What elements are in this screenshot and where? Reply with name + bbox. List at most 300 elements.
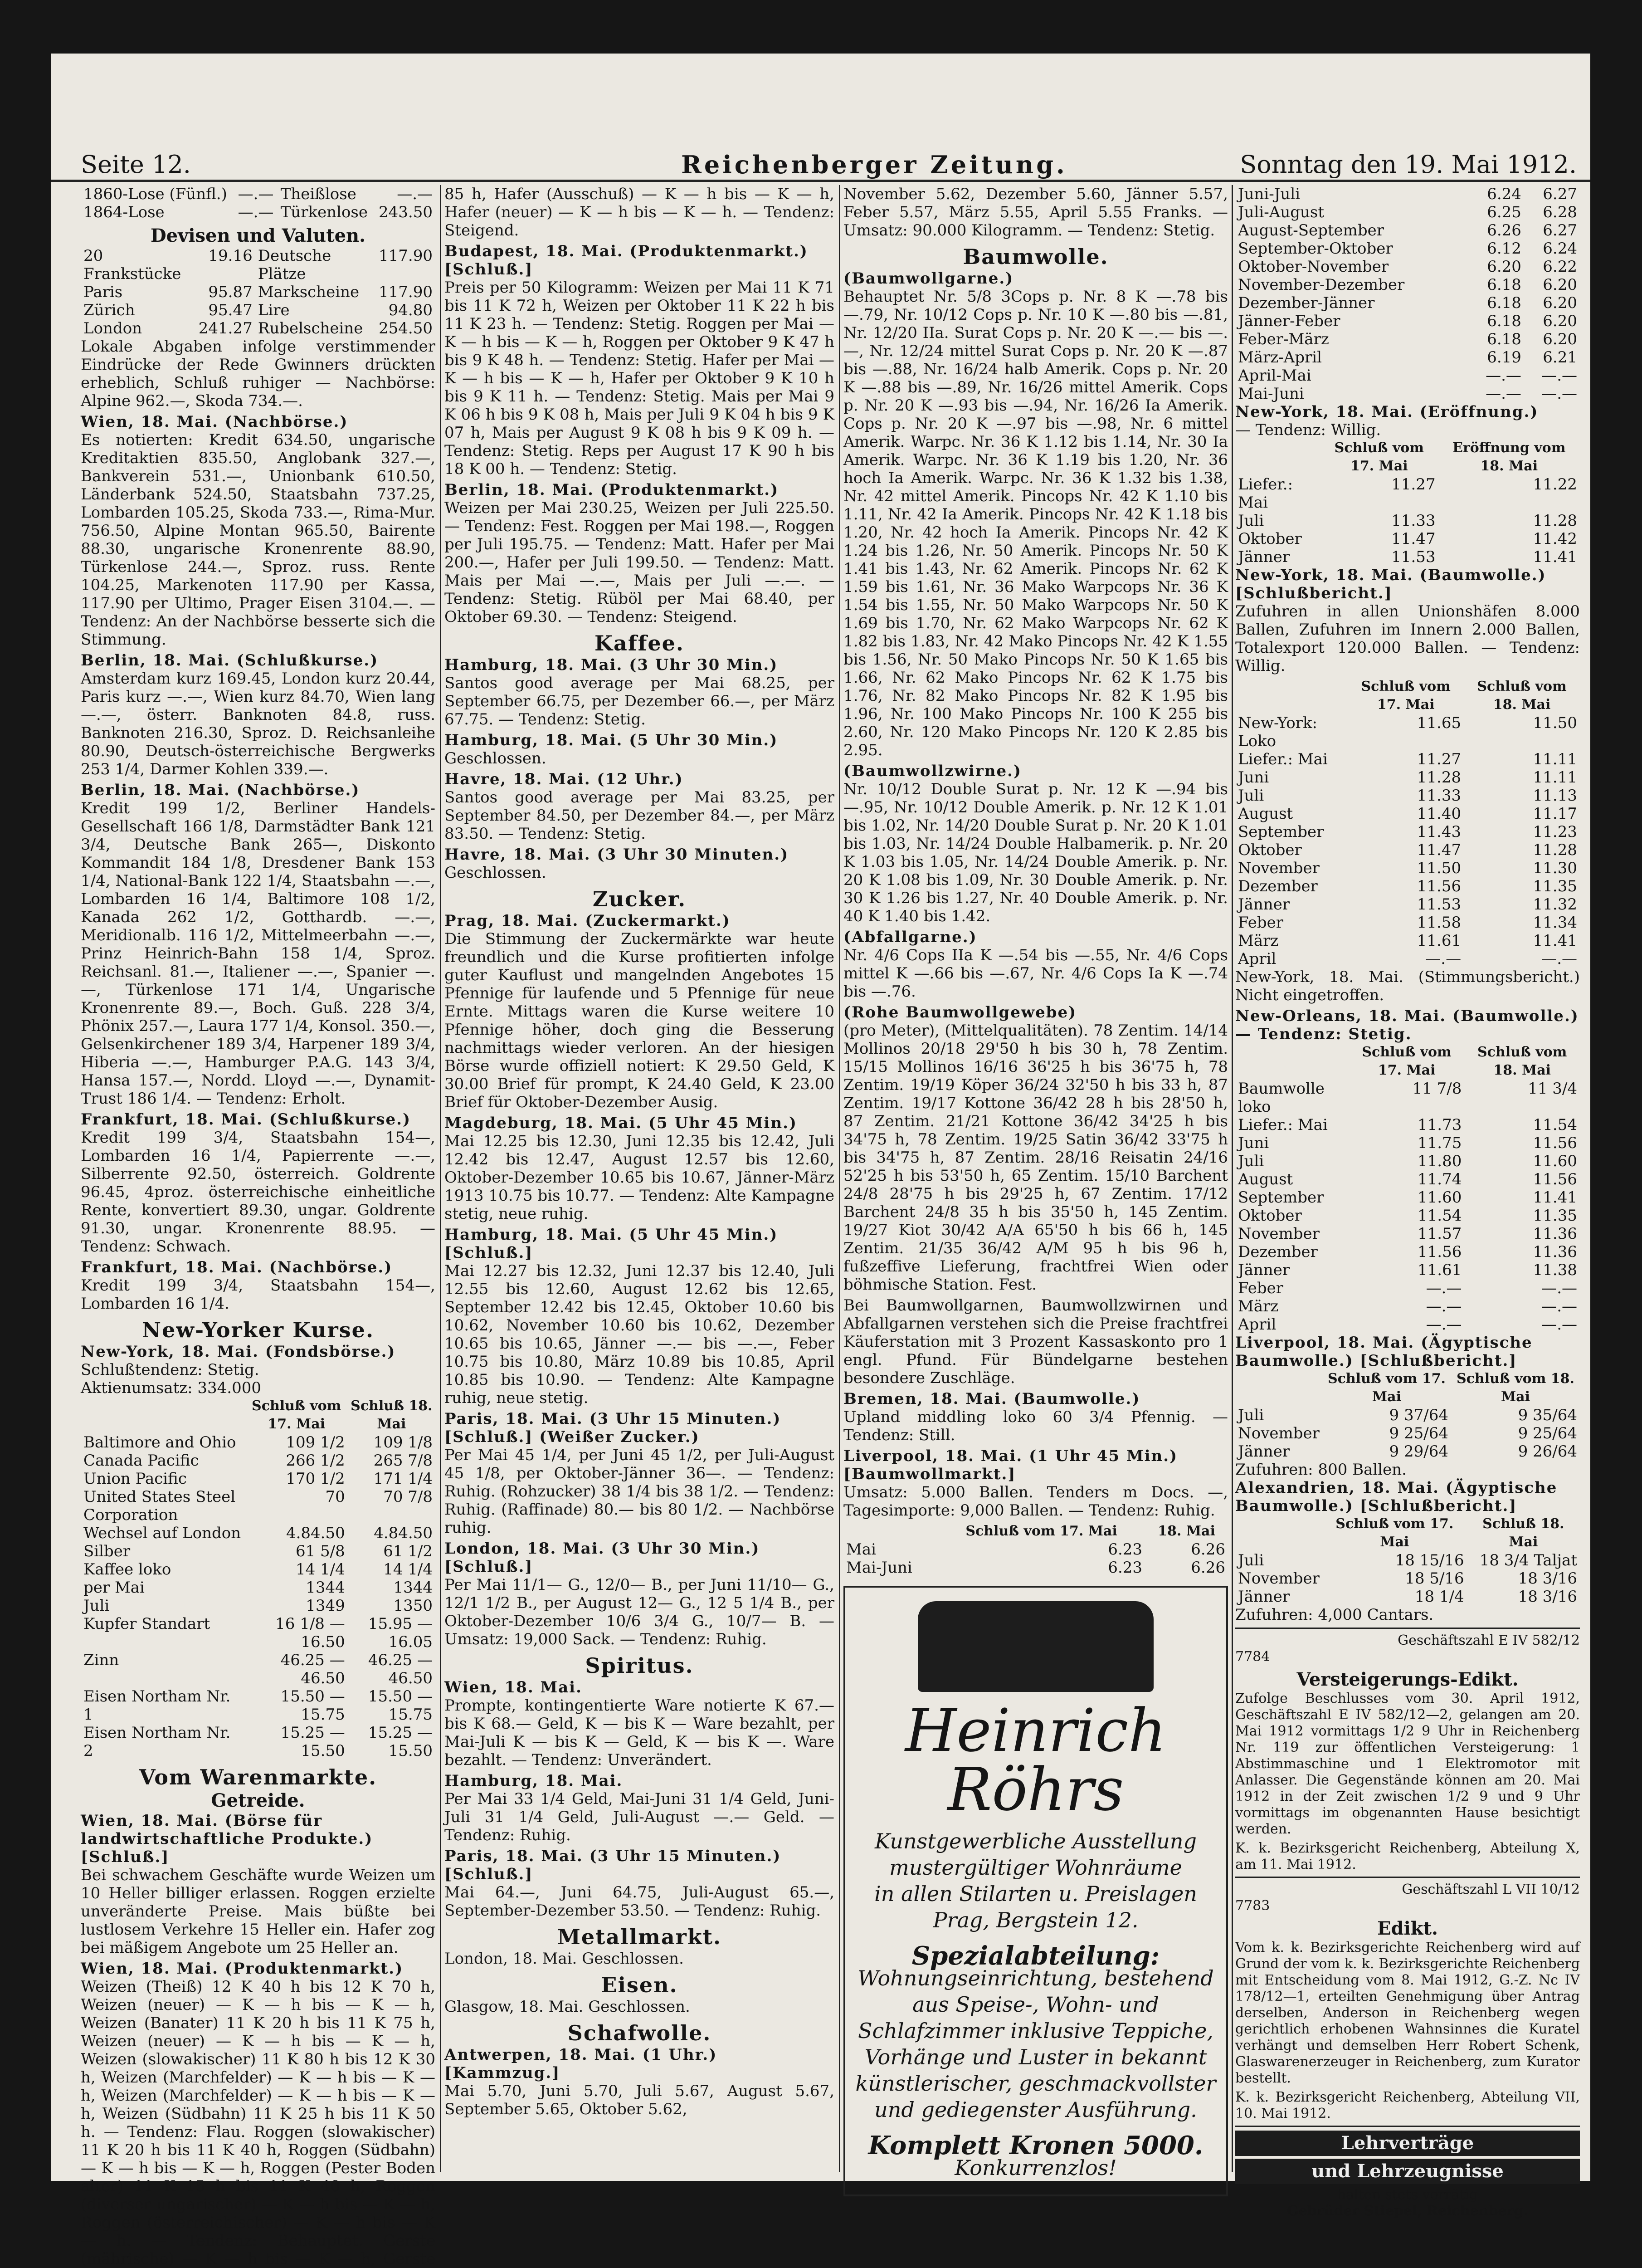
section-title: Metallmarkt. <box>557 1925 722 1949</box>
table-cell: 11.27 <box>1391 475 1436 494</box>
table-cell: 11.11 <box>1533 768 1577 787</box>
table-row <box>1235 1225 1580 1243</box>
table-cell: 11.27 <box>1417 750 1462 768</box>
table-cell: 6.20 <box>1487 258 1521 276</box>
table-row <box>1235 787 1580 805</box>
notice-signature: K. k. Bezirksgericht Reichenberg, Abteilung X, am 11. Mai 1912. <box>1235 1840 1580 1872</box>
table-cell: 6.24 <box>1543 240 1577 258</box>
table-cell: 11.11 <box>1533 750 1577 768</box>
column-4 <box>1235 185 1580 2219</box>
promo-line: halten stets vorrätig <box>1337 2187 1478 2203</box>
table-cell: November-Dezember <box>1238 276 1405 294</box>
table-cell: Eisen Northam Nr. 1 <box>83 1687 231 1724</box>
table-header-row: Schluß vom 17. Mai Schluß vom 18. Mai <box>1361 679 1567 713</box>
report-heading: Wien, 18. Mai. (Produktenmarkt.) <box>81 1960 404 1978</box>
report-heading: Hamburg, 18. Mai. (5 Uhr 30 Min.) <box>444 731 778 749</box>
table-cell: 18 3/16 <box>1518 1588 1577 1606</box>
market-report: Prompte, kontingentierte Ware notierte K 67.— bis K 68.— Geld, K — bis K — Ware bezahlt, per Mai-Juli K — bis K — Geld, K — bis K —. Ware bezahlt. — Tendenz: Unverändert. <box>444 1696 834 1769</box>
table-cell: 11.54 <box>1418 1207 1462 1225</box>
table-cell: 6.18 <box>1487 294 1521 312</box>
table-cell: 11.17 <box>1533 805 1577 823</box>
market-report: Per Mai 33 1/4 Geld, Mai-Juni 31 1/4 Geld, Juni-Juli 31 1/4 Geld, Juli-August —.— Geld. — Tendenz: Ruhig. <box>444 1790 834 1844</box>
table-cell: 11.80 <box>1418 1152 1462 1170</box>
table-cell: Feber <box>1238 914 1283 932</box>
table-cell: November <box>1238 1569 1320 1588</box>
table-cell: 18 3/4 Taljat <box>1479 1551 1577 1569</box>
table-row <box>1235 258 1580 276</box>
table-row <box>1235 877 1580 895</box>
table-row <box>1235 221 1580 240</box>
table-cell: 11.53 <box>1391 548 1436 566</box>
table-cell: 6.20 <box>1543 294 1577 312</box>
table-cell: Dezember-Jänner <box>1238 294 1375 312</box>
table-cell: 11.56 <box>1418 1243 1462 1261</box>
table-cell: 61 5/8 <box>295 1542 345 1560</box>
table-row: 1860-Lose (Fünfl.) —.— Theißlose —.— <box>83 185 433 203</box>
table-cell: September-Oktober <box>1238 240 1393 258</box>
table-cell: Juli <box>1238 1551 1264 1569</box>
table-row <box>81 1687 435 1724</box>
table-cell: 11.22 <box>1533 475 1577 494</box>
page-number: Seite 12. <box>81 150 191 179</box>
table-cell: Juli <box>1238 787 1264 805</box>
ny-closing-table <box>1235 678 1580 968</box>
report-line: Zufuhren: 4,000 Cantars. <box>1235 1606 1434 1624</box>
newspaper-title: Reichenberger Zeitung. <box>681 150 1067 179</box>
report-heading: Paris, 18. Mai. (3 Uhr 15 Minuten.) [Schluß.] <box>444 1847 781 1883</box>
table-cell: 6.12 <box>1487 240 1521 258</box>
report-heading: Antwerpen, 18. Mai. (1 Uhr.) [Kammzug.] <box>444 2046 717 2082</box>
notice-reference: Geschäftszahl L VII 10/12 <box>1402 1882 1580 1897</box>
market-report: Amsterdam kurz 169.45, London kurz 20.44, Paris kurz —.—, Wien kurz 84.70, Wien lang —.—, österr. Banknoten 84.8, russ. Banknoten 216.30, Sproz. D. Reichsanleihe 80.90, Deutsch-österreichische Bergwerks 253 1/4, Darmer Kohlen 339.—. <box>81 670 435 778</box>
table-cell: 11.40 <box>1417 805 1462 823</box>
report-heading: Hamburg, 18. Mai. (3 Uhr 30 Min.) <box>444 656 778 674</box>
table-row <box>81 1724 435 1760</box>
table-row <box>1235 475 1580 512</box>
report-heading: New-York, 18. Mai. (Eröffnung.) <box>1235 403 1539 421</box>
new-orleans-table <box>1235 1043 1580 1334</box>
column-3 <box>843 185 1228 2180</box>
ad-address: Prag, Bergstein 12. <box>933 1908 1139 1932</box>
table-row <box>81 1524 435 1542</box>
table-cell: 6.19 <box>1487 348 1521 367</box>
table-cell: Wechsel auf London <box>83 1524 241 1542</box>
table-row: 20 Frankstücke 19.16 Deutsche Plätze 117.90 <box>83 247 433 283</box>
table-cell: Feber <box>1238 1279 1283 1297</box>
market-report: Glasgow, 18. Mai. Geschlossen. <box>444 1998 690 2016</box>
market-report: Per Mai 11/1— G., 12/0— B., per Juni 11/10— G., 12/1 1/2 B., per August 12— G., 12 5 1/4 B., per Oktober-Dezember 10/6 3/4 G., 10/7— B. — Umsatz: 19,000 Sack. — Tendenz: Ruhig. <box>444 1576 834 1648</box>
table-cell: Kaffee loko <box>83 1560 171 1579</box>
report-heading: Berlin, 18. Mai. (Nachbörse.) <box>81 781 360 799</box>
table-cell: November <box>1238 1225 1320 1243</box>
market-report: Nr. 4/6 Cops IIa K —.54 bis —.55, Nr. 4/6 Cops mittel K —.66 bis —.67, Nr. 4/6 Cops Ia K —.74 bis —.76. <box>843 946 1228 1001</box>
table-cell: —.— <box>1541 367 1577 385</box>
table-cell: 11.36 <box>1533 1225 1577 1243</box>
table-cell: 11.61 <box>1417 932 1462 950</box>
table-cell: September <box>1238 1188 1324 1207</box>
table-cell: März <box>1238 1297 1279 1315</box>
market-report: Kredit 199 1/2, Berliner Handels-Gesellschaft 166 1/8, Darmstädter Bank 121 3/4, Deutsche Bank 265—, Diskonto Kommandit 184 1/8, Dresdener Bank 153 1/4, National-Bank 122 1/4, Staatsbahn —.—, Lombarden 16 1/4, Baltimore 108 1/2, Kanada 262 1/2, Gotthardb. —.—, Meridionalb. 116 1/2, Mittelmeerbahn —.—, Prinz Heinrich-Bahn 158 1/4, Sproz. Reichsanl. 81.—, Italiener —.—, Spanier —.—, Türkenlose 171 1/4, Ungarische Kronenrente 89.—, Boch. Guß. 228 3/4, Phönix 257.—, Laura 177 1/4, Konsol. 350.—, Gelsenkirchener 189 3/4, Harpener 189 3/4, Hiberia —.—, Hamburger P.A.G. 143 3/4, Hansa 157.—, Nordd. Lloyd —.—, Dynamit-Trust 186 1/4. — Tendenz: Erholt. <box>81 799 435 1108</box>
report-heading: (Baumwollgarne.) <box>843 269 1014 288</box>
table-cell: 4.84.50 <box>374 1524 433 1542</box>
table-row <box>81 1597 435 1615</box>
notice-number: 7783 <box>1235 1898 1270 1914</box>
table-cell: 6.18 <box>1487 330 1521 348</box>
report-heading: London, 18. Mai. (3 Uhr 30 Min.) [Schluß.] <box>444 1540 760 1576</box>
table-cell: 11.56 <box>1533 1170 1577 1188</box>
table-cell: 11.58 <box>1417 914 1462 932</box>
table-cell: 11 3/4 <box>1528 1080 1577 1098</box>
report-heading: Havre, 18. Mai. (3 Uhr 30 Minuten.) <box>444 846 789 864</box>
table-cell: 11.50 <box>1417 859 1462 877</box>
table-cell: 6.24 <box>1487 185 1521 203</box>
table-row <box>81 1615 435 1651</box>
table-cell: 9 25/64 <box>1389 1424 1448 1442</box>
ad-price: Komplett Kronen 5000. <box>868 2131 1203 2160</box>
table-row <box>1235 1315 1580 1334</box>
report-heading: Wien, 18. Mai. <box>444 1678 582 1696</box>
liverpool-egyptian-table <box>1235 1370 1580 1461</box>
column-1 <box>81 185 435 2268</box>
table-row: Mai-Juni 6.23 6.26 <box>846 1559 1225 1577</box>
table-cell: 11.56 <box>1417 877 1462 895</box>
table-cell: 1350 <box>393 1597 433 1615</box>
ad-line: mustergültiger Wohnräume <box>889 1855 1182 1880</box>
report-heading: Berlin, 18. Mai. (Produktenmarkt.) <box>444 481 779 499</box>
table-cell: 11.43 <box>1417 823 1462 841</box>
promo-line: Gebrüder Stiepel, Reichenberg. <box>1287 2203 1528 2219</box>
notice-title: Edikt. <box>1377 1918 1438 1939</box>
report-heading: Liverpool, 18. Mai. (Ägyptische Baumwolle.) [Schlußbericht.] <box>1235 1334 1533 1370</box>
table-cell: Oktober <box>1238 841 1302 859</box>
divider <box>1235 1628 1580 1629</box>
table-cell: Liefer.: Mai <box>1238 750 1328 768</box>
table-row <box>1235 276 1580 294</box>
table-cell: —.— <box>1541 1315 1577 1334</box>
table-cell: 11.38 <box>1533 1261 1577 1279</box>
report-heading: Prag, 18. Mai. (Zuckermarkt.) <box>444 912 731 930</box>
market-report: Santos good average per Mai 68.25, per September 66.75, per Dezember 66.—, per März 67.75. — Tendenz: Stetig. <box>444 674 834 728</box>
table-row <box>1235 914 1580 932</box>
table-cell: 11.23 <box>1533 823 1577 841</box>
report-heading: New-York, 18. Mai. (Fondsbörse.) <box>81 1343 396 1361</box>
report-heading: Wien, 18. Mai. (Nachbörse.) <box>81 413 348 431</box>
table-cell: 15.95 — 16.05 <box>368 1615 433 1651</box>
report-heading: New-York, 18. Mai. (Baumwolle.) [Schlußbericht.] <box>1235 566 1546 602</box>
table-cell: Baumwolle loko <box>1238 1080 1325 1116</box>
report-heading: (Rohe Baumwollgewebe) <box>843 1003 1077 1022</box>
table-cell: Juni <box>1238 768 1269 787</box>
table-cell: 14 1/4 <box>295 1560 345 1579</box>
table-row <box>1235 330 1580 348</box>
roehrs-logo: Heinrich Röhrs <box>905 1696 1166 1824</box>
table-cell: 4.84.50 <box>286 1524 345 1542</box>
table-cell: Silber <box>83 1542 131 1560</box>
table-cell: 11.33 <box>1417 787 1462 805</box>
table-row <box>1235 1297 1580 1315</box>
table-cell: November <box>1238 859 1320 877</box>
table-row <box>1235 348 1580 367</box>
table-cell: 6.25 <box>1487 203 1521 221</box>
header-rule <box>51 180 1590 182</box>
table-row <box>81 1542 435 1560</box>
table-row <box>1235 385 1580 403</box>
report-line: Zufuhren: 800 Ballen. <box>1235 1461 1407 1479</box>
table-cell: Jänner <box>1238 548 1290 566</box>
liverpool-egyptian-body <box>1235 1406 1580 1461</box>
table-cell: Dezember <box>1238 877 1318 895</box>
table-row <box>1235 768 1580 787</box>
report-heading: Wien, 18. Mai. (Börse für landwirtschaftliche Produkte.) [Schluß.] <box>81 1812 373 1866</box>
table-row <box>1235 1188 1580 1207</box>
table-cell: 11.35 <box>1533 877 1577 895</box>
table-cell: 6.28 <box>1543 203 1577 221</box>
report-heading: Hamburg, 18. Mai. <box>444 1772 623 1790</box>
table-row <box>81 1560 435 1579</box>
table-cell: Jänner <box>1238 895 1290 914</box>
table-cell: 11.32 <box>1533 895 1577 914</box>
table-row <box>1235 203 1580 221</box>
table-row <box>81 1651 435 1687</box>
lose-table <box>81 185 435 221</box>
ad-heading: Spezialabteilung: <box>911 1941 1160 1971</box>
table-cell: 266 1/2 <box>286 1452 345 1470</box>
section-title: Devisen und Valuten. <box>150 225 366 246</box>
alexandria-body <box>1235 1551 1580 1606</box>
table-cell: 11.41 <box>1533 932 1577 950</box>
issue-date: Sonntag den 19. Mai 1912. <box>1240 150 1577 179</box>
table-cell: 11.47 <box>1391 530 1436 548</box>
table-cell: —.— <box>1541 950 1577 968</box>
table-cell: 70 7/8 <box>383 1488 433 1506</box>
table-row: London 241.27 Rubelscheine 254.50 <box>83 319 433 337</box>
table-cell: 6.20 <box>1543 312 1577 330</box>
table-cell: Mai-Juni <box>1238 385 1304 403</box>
table-row <box>1235 367 1580 385</box>
notice-signature: K. k. Bezirksgericht Reichenberg, Abteilung VII, 10. Mai 1912. <box>1235 2089 1580 2121</box>
market-report: (pro Meter), (Mittelqualitäten). 78 Zentim. 14/14 Mollinos 20/18 29'50 h bis 30 h, 78 Zentim. 15/15 Mollinos 16/16 36'25 h bis 36'75 h, 78 Zentim. 19/19 Köper 36/24 32'50 h bis 33 h, 87 Zentim. 19/17 Kottone 36/42 28 h bis 28'50 h, 87 Zentim. 21/21 Kottone 36/42 34'25 h bis 34'75 h, 78 Zentim. 19/25 Satin 36/42 33'75 h bis 34'75 h, 87 Zentim. 28/16 Reisatin 24/16 52'25 h bis 53'50 h, 65 Zentim. 15/10 Barchent 24/8 28'75 h bis 29'25 h, 67 Zentim. 17/12 Barchent 24/8 35 h bis 35'50 h, 145 Zentim. 19/27 Kiot 30/42 A/A 65'50 h bis 66 h, 145 Zentim. 21/35 36/42 A/M 95 h bis 96 h, fußzeffive Lieferung, frachtfrei Wien oder böhmische Station. Fest. <box>843 1022 1228 1294</box>
new-orleans-body <box>1235 1080 1580 1334</box>
market-report: Preis per 50 Kilogramm: Weizen per Mai 11 K 71 bis 11 K 72 h, Weizen per Oktober 11 K 22 h bis 11 K 23 h. — Tendenz: Stetig. Roggen per Mai — K — h bis — K — h, Roggen per Oktober 9 K 47 h bis 9 K 48 h. — Tendenz: Stetig. Hafer per Mai — K — h bis — K — h, Hafer per Oktober 9 K 10 h bis 9 K 11 h. — Tendenz: Stetig. Mais per Mai 9 K 06 h bis 9 K 08 h, Mais per Juli 9 K 04 h bis 9 K 07 h, Mais per August 9 K 08 h bis 9 K 09 h. — Tendenz: Stetig. Reps per August 17 K 90 h bis 18 K 00 h. — Tendenz: Stetig. <box>444 279 834 478</box>
table-row <box>1235 530 1580 548</box>
table-row <box>1235 895 1580 914</box>
market-report: Mai 64.—, Juni 64.75, Juli-August 65.—, September-Dezember 53.50. — Tendenz: Ruhig. <box>444 1883 834 1920</box>
table-cell: 11.60 <box>1418 1188 1462 1207</box>
report-heading: Magdeburg, 18. Mai. (5 Uhr 45 Min.) <box>444 1114 797 1132</box>
column-rule <box>1232 185 1233 2172</box>
table-cell: Feber-März <box>1238 330 1329 348</box>
table-cell: 6.26 <box>1487 221 1521 240</box>
table-cell: —.— <box>1541 1297 1577 1315</box>
market-report: Lokale Abgaben infolge verstimmender Eindrücke der Rede Gwinners drückten erheblich, Schluß ruhiger — Nachbörse: Alpine 962.—, Skoda 734.—. <box>81 337 435 410</box>
market-report: Mai 12.27 bis 12.32, Juni 12.37 bis 12.40, Juli 12.55 bis 12.60, August 12.62 bis 12.65, September 12.42 bis 12.45, Oktober 10.60 bis 10.62, November 10.60 bis 10.62, Dezember 10.65 bis 10.65, Jänner —.— bis —.—, Feber 10.75 bis 10.80, März 10.89 bis 10.85, April 10.85 bis 10.90. — Tendenz: Alte Kampagne ruhig, neue stetig. <box>444 1262 834 1407</box>
market-report: Upland middling loko 60 3/4 Pfennig. — Tendenz: Still. <box>843 1408 1228 1444</box>
table-cell: 6.22 <box>1543 258 1577 276</box>
column-2 <box>444 185 834 2172</box>
ad-slogan: Konkurrenzlos! <box>955 2156 1117 2180</box>
market-report: Weizen (Theiß) 12 K 40 h bis 12 K 70 h, Weizen (neuer) — K — h bis — K — h, Weizen (Banater) 11 K 20 h bis 11 K 75 h, Weizen (neuer) — K — h bis — K — h, Weizen (slowakischer) 11 K 80 h bis 12 K 30 h, Weizen (Marchfelder) — K — h bis — K — h, Weizen (Marchfelder) — K — h bis — K — h, Weizen (Südbahn) 11 K 25 h bis 11 K 50 h. — Tendenz: Flau. Roggen (slowakischer) 11 K 20 h bis 11 K 40 h, Roggen (Südbahn) — K — h bis — K — h, Roggen (Pester Boden alter) 11 K 15 h bis 11 K 40 h, Roggen (diverser ungarischer) — K — h bis — K — h, Roggen (österreichischer) — K — h bis — K — h. — Tendenz: Behauptet. Gerste (mährische) — K — h bis — K — h, Gerste <box>81 1978 435 2268</box>
report-line: Schlußtendenz: Stetig. <box>81 1361 259 1379</box>
table-cell: 11.74 <box>1418 1170 1462 1188</box>
market-report: 85 h, Hafer (Ausschuß) — K — h bis — K — h, Hafer (neuer) — K — h bis — K — h. — Tendenz: Steigend. <box>444 185 834 240</box>
table-cell: 1344 <box>393 1579 433 1597</box>
table-cell: 11.56 <box>1533 1134 1577 1152</box>
table-cell: 15.50 — 15.75 <box>280 1687 345 1724</box>
table-cell: Canada Pacific <box>83 1452 199 1470</box>
table-cell: Jänner <box>1238 1588 1290 1606</box>
table-row <box>1235 1152 1580 1170</box>
table-row: Mai 6.23 6.26 <box>846 1540 1225 1559</box>
table-row <box>81 1579 435 1597</box>
table-row <box>1235 1279 1580 1297</box>
table-cell: Dezember <box>1238 1243 1318 1261</box>
ny-stocks-body <box>81 1433 435 1760</box>
market-report: Mai 5.70, Juni 5.70, Juli 5.67, August 5.67, September 5.65, Oktober 5.62, <box>444 2082 834 2118</box>
table-cell: Jänner <box>1238 1261 1290 1279</box>
table-cell: 170 1/2 <box>286 1470 345 1488</box>
table-row <box>1235 512 1580 530</box>
table-row <box>1235 240 1580 258</box>
table-row <box>1235 805 1580 823</box>
table-cell: Juli <box>83 1597 110 1615</box>
report-heading: Frankfurt, 18. Mai. (Schlußkurse.) <box>81 1110 411 1129</box>
table-cell: 11.61 <box>1418 1261 1462 1279</box>
eagle-emblem-icon <box>918 1601 1154 1692</box>
table-cell: —.— <box>1426 1279 1462 1297</box>
table-cell: 61 1/2 <box>383 1542 433 1560</box>
notice-number: 7784 <box>1235 1649 1270 1665</box>
table-cell: März-April <box>1238 348 1322 367</box>
table-cell: —.— <box>1486 367 1521 385</box>
table-cell: 6.27 <box>1543 185 1577 203</box>
table-cell: 6.20 <box>1543 276 1577 294</box>
table-cell: Jänner-Feber <box>1238 312 1340 330</box>
report-heading: Bremen, 18. Mai. (Baumwolle.) <box>843 1390 1140 1408</box>
market-report: Santos good average per Mai 83.25, per September 84.50, per Dezember 84.—, per März 83.50. — Tendenz: Stetig. <box>444 788 834 843</box>
table-cell: —.— <box>1426 1315 1462 1334</box>
table-cell: Juli <box>1238 1406 1264 1424</box>
table-cell: —.— <box>1486 385 1521 403</box>
table-cell: 171 1/4 <box>373 1470 433 1488</box>
table-cell: 11.57 <box>1418 1225 1462 1243</box>
divider <box>1235 2126 1580 2127</box>
table-row <box>1235 859 1580 877</box>
table-cell: 11.13 <box>1533 787 1577 805</box>
table-cell: 11.47 <box>1417 841 1462 859</box>
table-row <box>81 1433 435 1452</box>
market-report: New-York, 18. Mai. (Stimmungsbericht.) Nicht eingetroffen. <box>1235 968 1580 1004</box>
market-report: London, 18. Mai. Geschlossen. <box>444 1950 684 1968</box>
table-row <box>1235 1406 1580 1424</box>
table-cell: 9 25/64 <box>1518 1424 1577 1442</box>
devisen-table <box>81 247 435 337</box>
table-cell: 6.18 <box>1487 276 1521 294</box>
table-cell: März <box>1238 932 1279 950</box>
market-report: Kredit 199 3/4, Staatsbahn 154—, Lombarden 16 1/4. <box>81 1276 435 1313</box>
table-cell: 15.25 — 15.50 <box>280 1724 345 1760</box>
table-cell: 11.28 <box>1417 768 1462 787</box>
table-row <box>1235 185 1580 203</box>
table-cell: 9 35/64 <box>1518 1406 1577 1424</box>
notice-text: Zufolge Beschlusses vom 30. April 1912, Geschäftszahl E IV 582/12—2, gelangen am 20. Mai 1912 vormittags 1/2 9 Uhr in Reichenberg Nr. 119 zur öffentlichen Versteigerung: 1 Abstimmaschine und 1 Elektromotor mit Anlasser. Die Gegenstände können am 20. Mai 1912 in der Zeit zwischen 1/2 9 und 9 Uhr vormittags im obgenannten Hause besichtigt werden. <box>1235 1691 1580 1837</box>
table-cell: August <box>1238 1170 1293 1188</box>
table-cell: August-September <box>1238 221 1384 240</box>
table-cell: 11.41 <box>1533 1188 1577 1207</box>
table-row <box>81 1470 435 1488</box>
table-cell: 11.53 <box>1417 895 1462 914</box>
notice-text: Vom k. k. Bezirksgerichte Reichenberg wird auf Grund der vom k. k. Bezirksgerichte Reichenberg mit Entscheidung vom 8. Mai 1912, G.-Z. Nc IV 178/12—1, erteilten Genehmigung über Antrag derselben, Anderson in Reichenberg wegen gerichtlich erhobenen Wahnsinnes die Kuratel verhängt und demselben Herr Robert Schenk, Glaswarenerzeuger in Reichenberg, zum Kurator bestellt. <box>1235 1940 1580 2086</box>
table-cell: 11 7/8 <box>1412 1080 1462 1098</box>
table-row: Zürich 95.47 Lire 94.80 <box>83 301 433 319</box>
section-title: Kaffee. <box>594 631 684 655</box>
market-report: Die Stimmung der Zuckermärkte war heute freundlich und die Kurse profitierten infolge guter Kauflust und mangelnden Angebotes 15 Pfennige für laufende und 5 Pfennige für neue Ernte. Mittags waren die Kurse weitere 10 Pfennige höher, doch ging die Besserung nachmittags wieder verloren. An der hiesigen Börse wurde offiziell notiert: K 29.50 Geld, K 30.00 Brief für prompt, K 24.40 Geld, K 23.00 Brief für Oktober-Dezember Ausig. <box>444 930 834 1111</box>
market-report: Behauptet Nr. 5/8 3Cops p. Nr. 8 K —.78 bis —.79, Nr. 10/12 Cops p. Nr. 10 K —.80 bis —.81, Nr. 12/20 IIa. Surat Cops p. Nr. 20 K —.— bis —.—, Nr. 12/24 mittel Surat Cops p. Nr. 20 K —.87 bis —.88, Nr. 16/24 halb Amerik. Cops p. Nr. 20 K —.88 bis —.89, Nr. 16/26 mittel Amerik. Cops p. Nr. 20 K —.93 bis —.94, Nr. 16/26 Ia Amerik. Cops p. Nr. 20 K —.97 bis —.98, Nr. 6 mittel Amerik. Warpc. Nr. 36 K 1.12 bis 1.14, Nr. 30 Ia Amerik. Warpc. Nr. 36 K 1.19 bis 1.20, Nr. 36 hoch Ia Amerik. Warpc. Nr. 36 K 1.32 bis 1.38, Nr. 42 mittel Amerik. Pincops Nr. 42 K 1.10 bis 1.11, Nr. 42 Ia Amerik. Pincops Nr. 42 K 1.18 bis 1.20, Nr. 42 hoch Ia Amerik. Pincops Nr. 42 K 1.24 bis 1.26, Nr. 50 Amerik. Pincops Nr. 50 K 1.41 bis 1.43, Nr. 62 Amerik. Pincops Nr. 62 K 1.59 bis 1.61, Nr. 36 Mako Warpcops Nr. 36 K 1.54 bis 1.55, Nr. 50 Mako Warpcops Nr. 50 K 1.69 bis 1.70, Nr. 62 Mako Warpcops Nr. 62 K 1.82 bis 1.83, Nr. 42 Mako Pincops Nr. 42 K 1.55 bis 1.56, Nr. 50 Mako Pincops Nr. 50 K 1.65 bis 1.66, Nr. 62 Mako Pincops Nr. 62 K 1.75 bis 1.76, Nr. 82 Mako Pincops Nr. 82 K 1.95 bis 1.96, Nr. 100 Mako Pincops Nr. 100 K 255 bis 2.60, Nr. 120 Mako Pincops Nr. 120 K 2.85 bis 2.95. <box>843 288 1228 759</box>
table-header-row: Schluß vom 17. Mai Schluß 18. Mai <box>252 1398 433 1432</box>
report-heading: (Abfallgarne.) <box>843 928 977 946</box>
table-cell: Liefer.: Mai <box>1238 1116 1328 1134</box>
market-report: Geschlossen. <box>444 749 546 767</box>
table-cell: 11.73 <box>1418 1116 1462 1134</box>
table-cell: 1344 <box>306 1579 345 1597</box>
table-cell: 16 1/8 — 16.50 <box>275 1615 345 1651</box>
table-cell: New-York: Loko <box>1238 714 1317 750</box>
table-header-row: Schluß vom 17. Mai Schluß 18. Mai <box>1335 1516 1564 1550</box>
report-heading: Liverpool, 18. Mai. (1 Uhr 45 Min.) [Baumwollmarkt.] <box>843 1447 1178 1483</box>
report-heading: New-Orleans, 18. Mai. (Baumwolle.) — Tendenz: Stetig. <box>1235 1007 1579 1043</box>
market-report: Kredit 199 3/4, Staatsbahn 154—, Lombarden 16 1/4, Papierrente —.—, Silberrente 92.50, österreich. Goldrente 96.45, 4proz. österreichische einheitliche Rente, konvertiert 89.30, ungar. Goldrente 91.30, ungar. Kronenrente 88.95. — Tendenz: Schwach. <box>81 1129 435 1256</box>
ad-description: Wohnungseinrichtung, bestehend aus Speise-, Wohn- und Schlafzimmer inklusive Teppiche, Vorhänge und Luster in bekannt künstlerischer, geschmackvollster und gediegenster Ausführung. <box>855 1966 1216 2122</box>
table-row <box>1235 750 1580 768</box>
table-row <box>1235 294 1580 312</box>
table-cell: —.— <box>1541 1279 1577 1297</box>
table-cell: Oktober <box>1238 1207 1302 1225</box>
market-report: Umsatz: 5.000 Ballen. Tenders m Docs. —, Tagesimporte: 9,000 Ballen. — Tendenz: Ruhig. <box>843 1483 1228 1520</box>
table-cell: 11.65 <box>1417 714 1462 732</box>
ny-closing-body <box>1235 714 1580 968</box>
table-cell: Juni-Juli <box>1238 185 1301 203</box>
table-cell: Oktober-November <box>1238 258 1389 276</box>
report-heading: Berlin, 18. Mai. (Schlußkurse.) <box>81 651 379 670</box>
market-report: Bei Baumwollgarnen, Baumwollzwirnen und Abfallgarnen verstehen sich die Preise frachtfrei Käuferstation mit 3 Prozent Kassaskonto pro 1 engl. Pfund. Für Bündelgarne bestehen besondere Zuschläge. <box>843 1296 1228 1387</box>
table-cell: Union Pacific <box>83 1470 187 1488</box>
table-cell: 11.54 <box>1533 1116 1577 1134</box>
table-header-row: Schluß vom 17. Mai Schluß vom 18. Mai <box>1362 1044 1567 1078</box>
table-cell: —.— <box>1425 950 1462 968</box>
market-report: Nr. 10/12 Double Surat p. Nr. 12 K —.94 bis —.95, Nr. 10/12 Double Amerik. p. Nr. 12 K 1.01 bis 1.02, Nr. 14/20 Double Surat p. Nr. 20 K 1.01 bis 1.03, Nr. 14/24 Double Halbamerik. p. Nr. 20 K 1.03 bis 1.05, Nr. 14/24 Double Amerik. p. Nr. 20 K 1.08 bis 1.09, Nr. 30 Double Amerik. p. Nr. 30 K 1.26 bis 1.27, Nr. 40 Double Amerik. p. Nr. 40 K 1.40 bis 1.42. <box>843 780 1228 925</box>
table-cell: Juni <box>1238 1134 1269 1152</box>
section-title: Spiritus. <box>585 1653 694 1678</box>
ny-stocks-table <box>81 1397 435 1760</box>
report-heading: Budapest, 18. Mai. (Produktenmarkt.) [Schluß.] <box>444 242 808 279</box>
table-header-row: Schluß vom 17. Mai 18. Mai <box>965 1523 1215 1539</box>
report-line: Aktienumsatz: 334.000 <box>81 1379 262 1397</box>
ad-line: in allen Stilarten u. Preislagen <box>874 1882 1197 1906</box>
table-cell: 6.20 <box>1543 330 1577 348</box>
table-cell: November <box>1238 1424 1320 1442</box>
notice-reference: Geschäftszahl E IV 582/12 <box>1398 1633 1580 1648</box>
divider <box>1235 1877 1580 1878</box>
market-report: Geschlossen. <box>444 864 546 882</box>
table-cell: Baltimore and Ohio <box>83 1433 236 1452</box>
table-cell: 11.28 <box>1533 841 1577 859</box>
report-line: — Tendenz: Willig. <box>1235 421 1381 439</box>
table-row <box>1235 1442 1580 1461</box>
table-cell: 15.50 — 15.75 <box>368 1687 433 1724</box>
table-cell: Eisen Northam Nr. 2 <box>83 1724 231 1760</box>
table-cell: 15.25 — 15.50 <box>368 1724 433 1760</box>
table-row <box>1235 950 1580 968</box>
table-row <box>1235 823 1580 841</box>
